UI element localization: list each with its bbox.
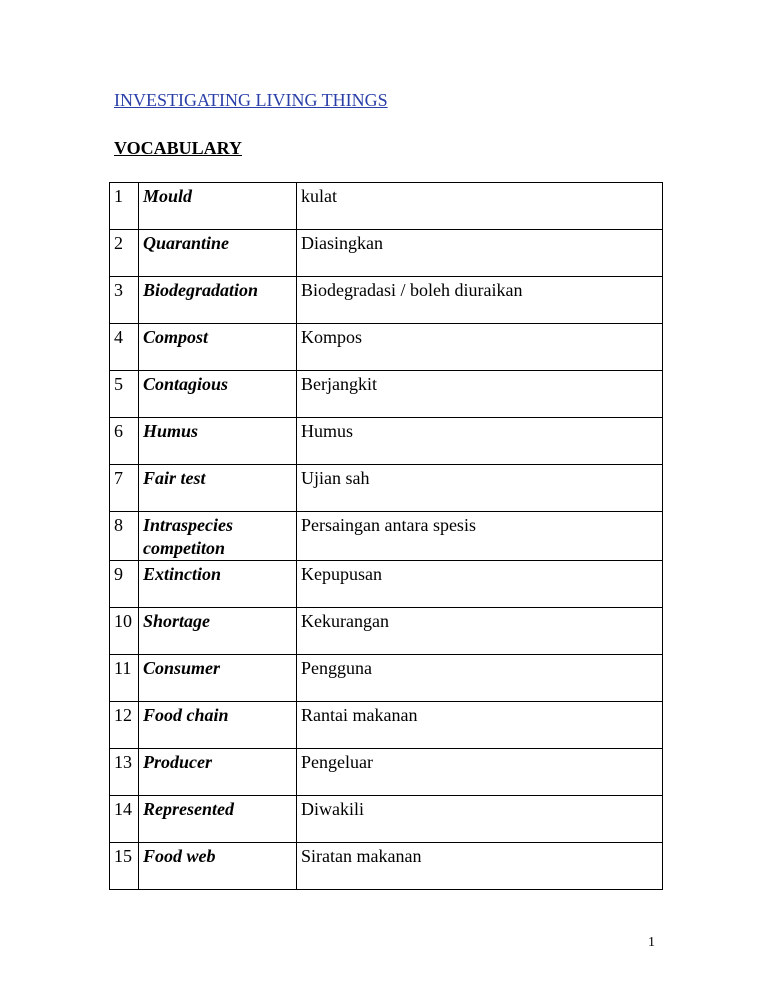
row-number: 8 bbox=[110, 512, 139, 561]
english-term: Biodegradation bbox=[139, 277, 297, 324]
english-term: Compost bbox=[139, 324, 297, 371]
english-term: Humus bbox=[139, 418, 297, 465]
table-row bbox=[110, 843, 663, 890]
malay-translation: kulat bbox=[297, 183, 663, 230]
malay-translation: Kepupusan bbox=[297, 561, 663, 608]
english-term: Extinction bbox=[139, 561, 297, 608]
document-title[interactable]: INVESTIGATING LIVING THINGS bbox=[114, 90, 388, 110]
malay-translation: Persaingan antara spesis bbox=[297, 512, 663, 561]
english-term: Consumer bbox=[139, 655, 297, 702]
malay-translation: Pengguna bbox=[297, 655, 663, 702]
english-term: Intraspecies competiton bbox=[139, 512, 297, 561]
row-number: 1 bbox=[110, 183, 139, 230]
table-row bbox=[110, 324, 663, 371]
malay-translation: Diwakili bbox=[297, 796, 663, 843]
row-number: 11 bbox=[110, 655, 139, 702]
table-row bbox=[110, 371, 663, 418]
page-number: 1 bbox=[648, 935, 655, 950]
table-row bbox=[110, 465, 663, 512]
malay-translation: Kekurangan bbox=[297, 608, 663, 655]
table-row bbox=[110, 418, 663, 465]
row-number: 6 bbox=[110, 418, 139, 465]
english-term: Mould bbox=[139, 183, 297, 230]
row-number: 4 bbox=[110, 324, 139, 371]
row-number: 14 bbox=[110, 796, 139, 843]
section-heading: VOCABULARY bbox=[114, 138, 243, 158]
row-number: 10 bbox=[110, 608, 139, 655]
table-row bbox=[110, 749, 663, 796]
english-term: Food chain bbox=[139, 702, 297, 749]
table-row bbox=[110, 608, 663, 655]
row-number: 12 bbox=[110, 702, 139, 749]
malay-translation: Siratan makanan bbox=[297, 843, 663, 890]
table-row bbox=[110, 230, 663, 277]
malay-translation: Diasingkan bbox=[297, 230, 663, 277]
english-term: Food web bbox=[139, 843, 297, 890]
malay-translation: Kompos bbox=[297, 324, 663, 371]
malay-translation: Pengeluar bbox=[297, 749, 663, 796]
row-number: 7 bbox=[110, 465, 139, 512]
row-number: 2 bbox=[110, 230, 139, 277]
table-row bbox=[110, 796, 663, 843]
malay-translation: Berjangkit bbox=[297, 371, 663, 418]
row-number: 13 bbox=[110, 749, 139, 796]
english-term: Shortage bbox=[139, 608, 297, 655]
row-number: 5 bbox=[110, 371, 139, 418]
english-term: Producer bbox=[139, 749, 297, 796]
english-term: Fair test bbox=[139, 465, 297, 512]
row-number: 3 bbox=[110, 277, 139, 324]
table-row bbox=[110, 655, 663, 702]
table-row bbox=[110, 561, 663, 608]
row-number: 15 bbox=[110, 843, 139, 890]
table-row bbox=[110, 183, 663, 230]
row-number: 9 bbox=[110, 561, 139, 608]
english-term: Quarantine bbox=[139, 230, 297, 277]
malay-translation: Humus bbox=[297, 418, 663, 465]
english-term: Represented bbox=[139, 796, 297, 843]
table-row bbox=[110, 512, 663, 561]
table-row bbox=[110, 277, 663, 324]
malay-translation: Ujian sah bbox=[297, 465, 663, 512]
malay-translation: Biodegradasi / boleh diuraikan bbox=[297, 277, 663, 324]
vocabulary-table bbox=[109, 182, 663, 890]
table-row bbox=[110, 702, 663, 749]
english-term: Contagious bbox=[139, 371, 297, 418]
malay-translation: Rantai makanan bbox=[297, 702, 663, 749]
